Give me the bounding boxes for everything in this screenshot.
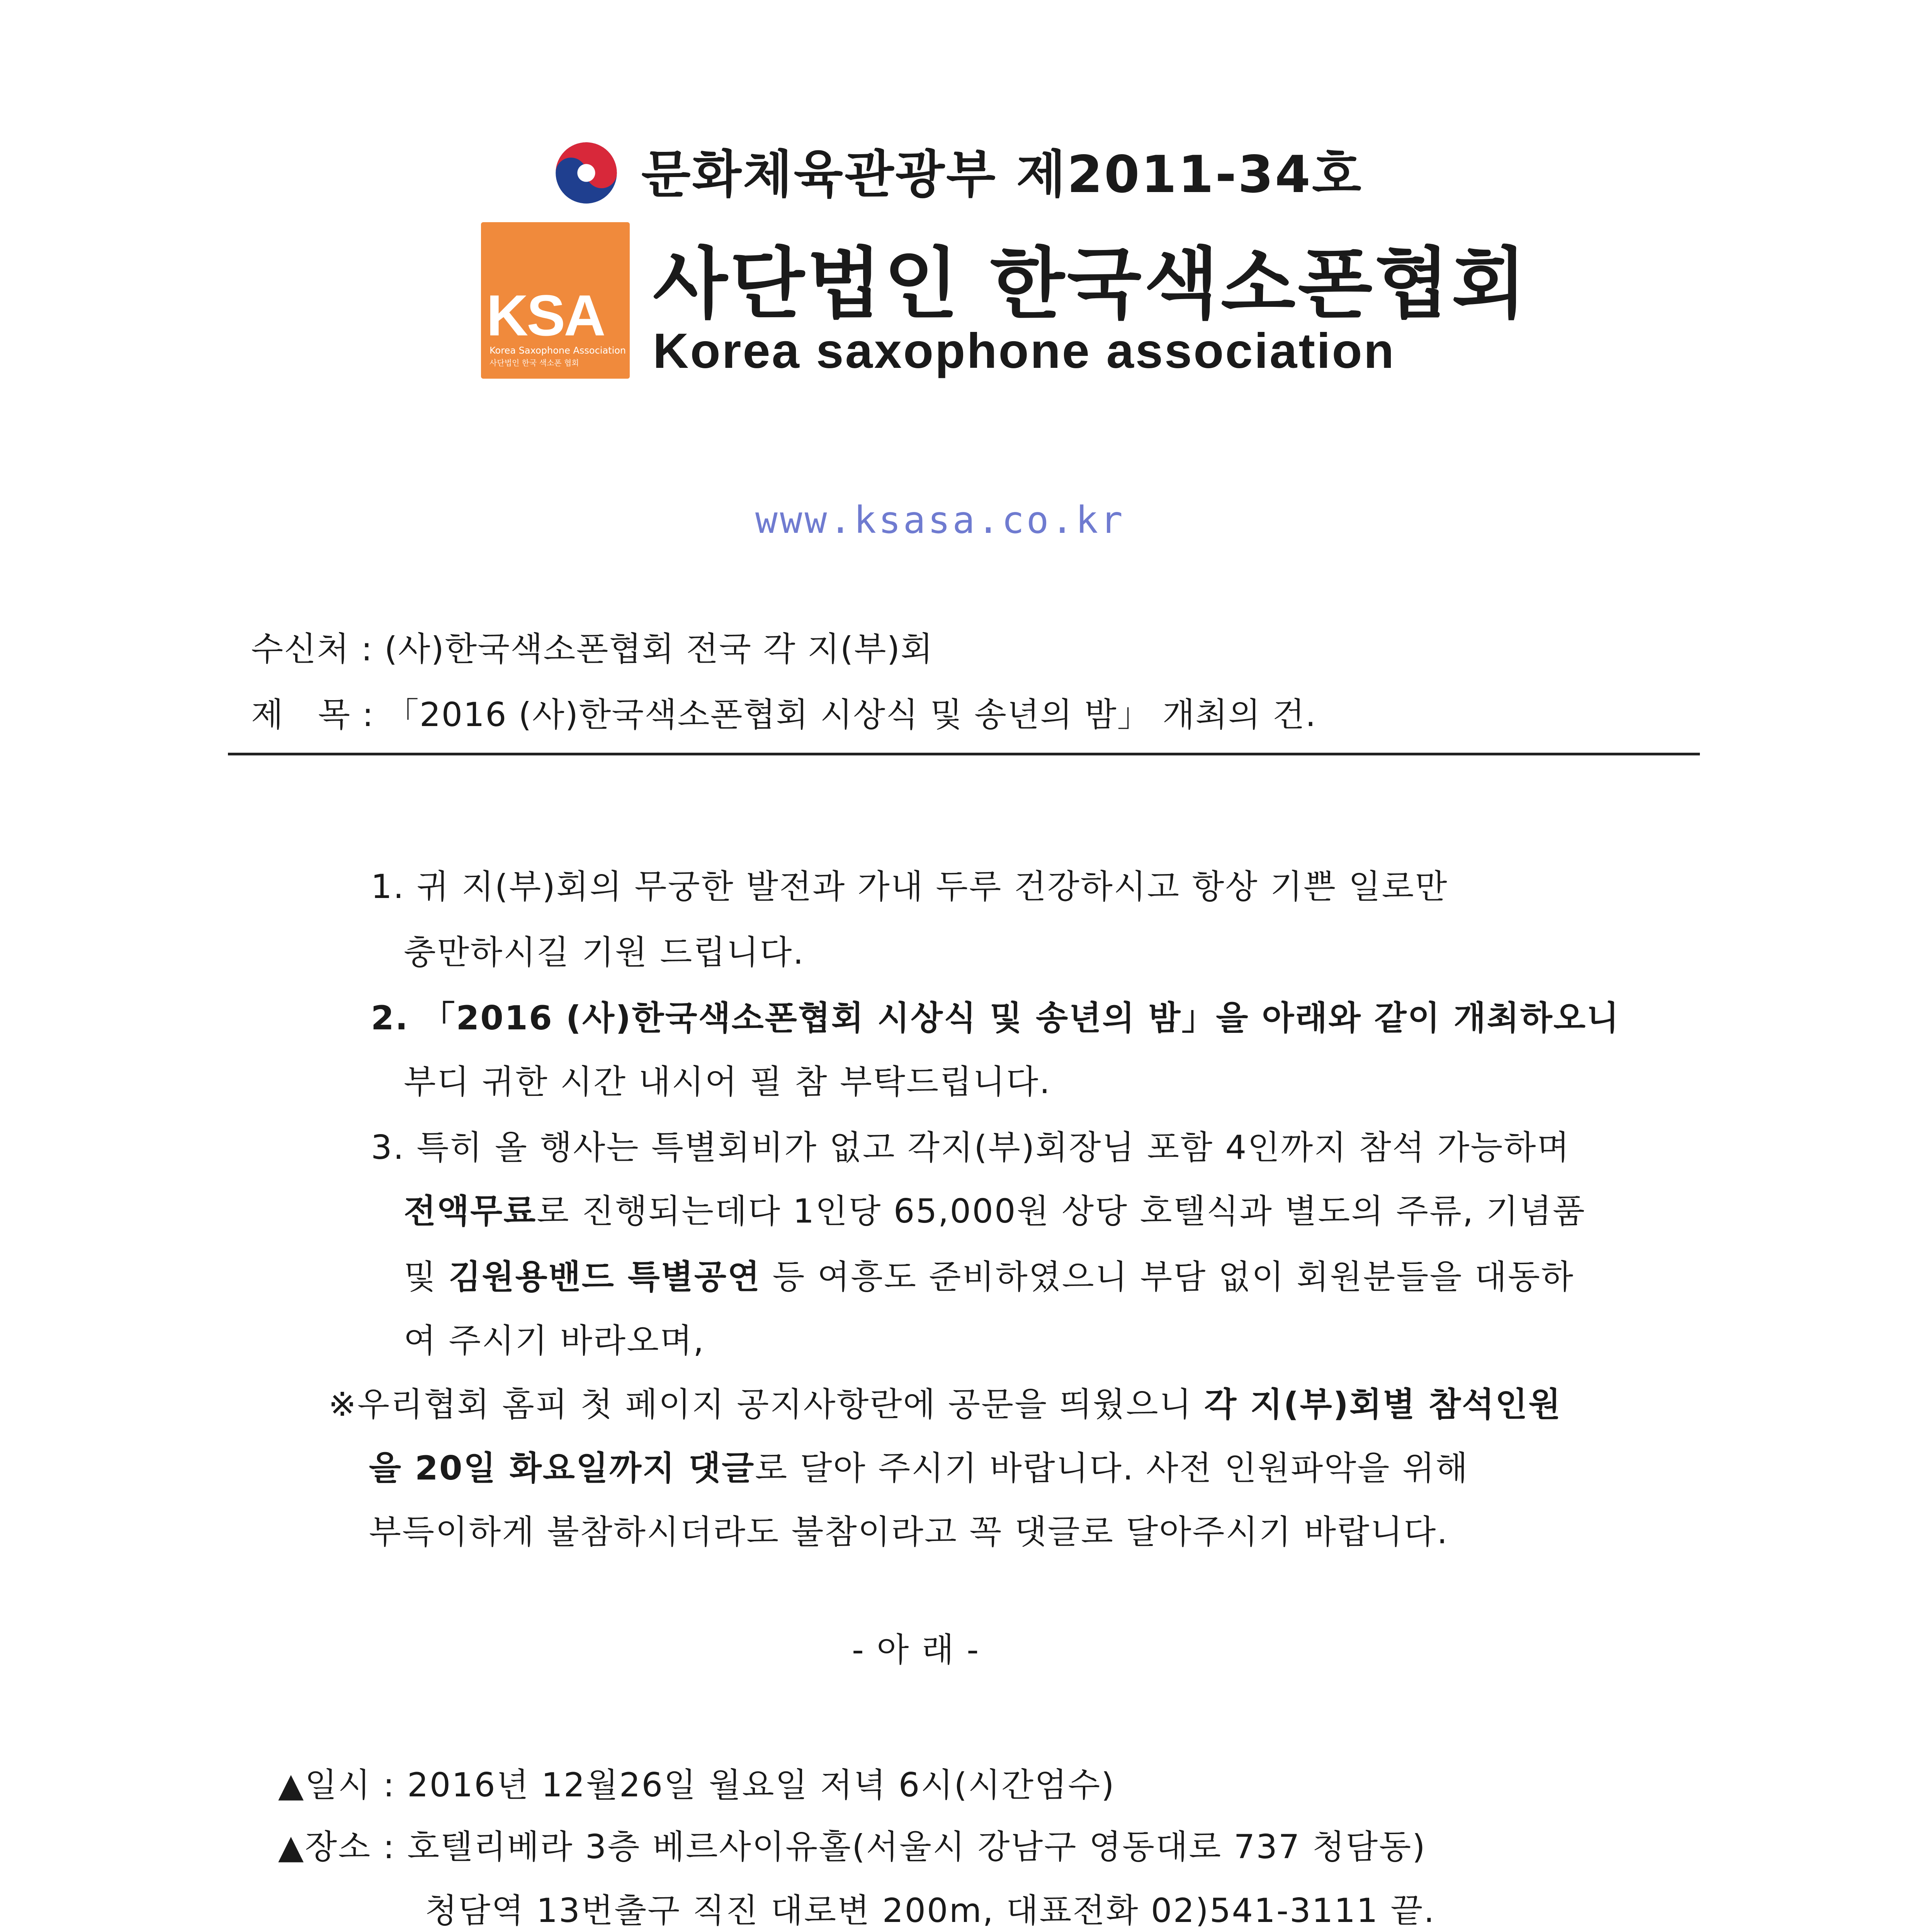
note-line-1 [328,1378,1562,1425]
paragraph-3-line-2-text: 로 진행되는데다 1인당 65,000원 상당 호텔식과 별도의 주류, 기념품 [537,1192,1586,1231]
subject-line [251,688,1317,736]
paragraph-3-line-2 [404,1184,1586,1232]
organization-english-name: Korea saxophone association [653,323,1395,379]
note-line-2-bold: 을 20일 화요일까지 댓글 [369,1449,755,1488]
recipient-line [251,622,933,670]
organization-name: 사단법인 한국색소폰협회 [653,239,1529,329]
note-line-2 [369,1441,1469,1489]
paragraph-3-line-4: 여 주시기 바라오며, [404,1321,705,1360]
paragraph-2-line-1: 2. 「2016 (사)한국색소폰협회 시상식 및 송년의 밤」을 아래와 같이 개최하오니 [371,999,1620,1037]
paragraph-3-line-1: 3. 특히 올 행사는 특별회비가 없고 각지(부)회장님 포함 4인까지 참석 가능하며 [371,1128,1570,1167]
subject-label: 제 목 : [251,696,374,734]
recipient-label: 수신처 : [251,630,373,668]
paragraph-3-line-3 [404,1250,1574,1298]
note-line-2-text: 로 달아 주시기 바랍니다. 사전 인원파악을 위해 [755,1449,1469,1488]
note-line-1-bold: 각 지(부)회별 참석인원 [1204,1385,1562,1424]
paragraph-2-line-2: 부디 귀한 시간 내시어 필 참 부탁드립니다. [404,1063,1051,1101]
ksa-logo [481,222,630,379]
paragraph-1-line-2: 충만하시길 기원 드립니다. [404,933,805,972]
band-performance-text: 김원용밴드 특별공연 [449,1258,761,1296]
header-divider [228,753,1700,755]
event-place-directions: 청담역 13번출구 직진 대로변 200m, 대표전화 02)541-3111 끝. [425,1891,1436,1930]
event-date: ▲일시 : 2016년 12월26일 월요일 저녁 6시(시간엄수) [278,1766,1115,1804]
taeguk-emblem-icon [554,141,618,205]
paragraph-3-line-3-text: 등 여흥도 준비하였으니 부담 없이 회원분들을 대동하 [761,1258,1575,1296]
note-line-1-text: ※우리협회 홈피 첫 페이지 공지사항란에 공문을 띄웠으니 [328,1385,1205,1424]
paragraph-1-line-1: 1. 귀 지(부)회의 무궁한 발전과 가내 두루 건강하시고 항상 기쁜 일로만 [371,867,1448,906]
subject-value: 「2016 (사)한국색소폰협회 시상식 및 송년의 밤」 개최의 건. [385,696,1317,734]
logo-subtitle-korean: 사단법인 한국 색소폰 협회 [489,358,579,367]
logo-text: KSA [486,283,604,348]
event-place: ▲장소 : 호텔리베라 3층 베르사이유홀(서울시 강남구 영동대로 737 청담동) [278,1828,1426,1866]
details-heading: - 아 래 - [852,1631,980,1669]
recipient-value: (사)한국색소폰협회 전국 각 지(부)회 [384,630,934,668]
website-link[interactable]: www.ksasa.co.kr [755,498,1125,542]
ministry-registration: 문화체육관광부 제2011-34호 [641,145,1363,204]
free-of-charge-text: 전액무료 [404,1192,537,1231]
logo-subtitle: Korea Saxophone Association [489,345,626,356]
note-line-3: 부득이하게 불참하시더라도 불참이라고 꼭 댓글로 달아주시기 바랍니다. [369,1513,1449,1551]
paragraph-3-line-3-prefix: 및 [404,1258,449,1296]
